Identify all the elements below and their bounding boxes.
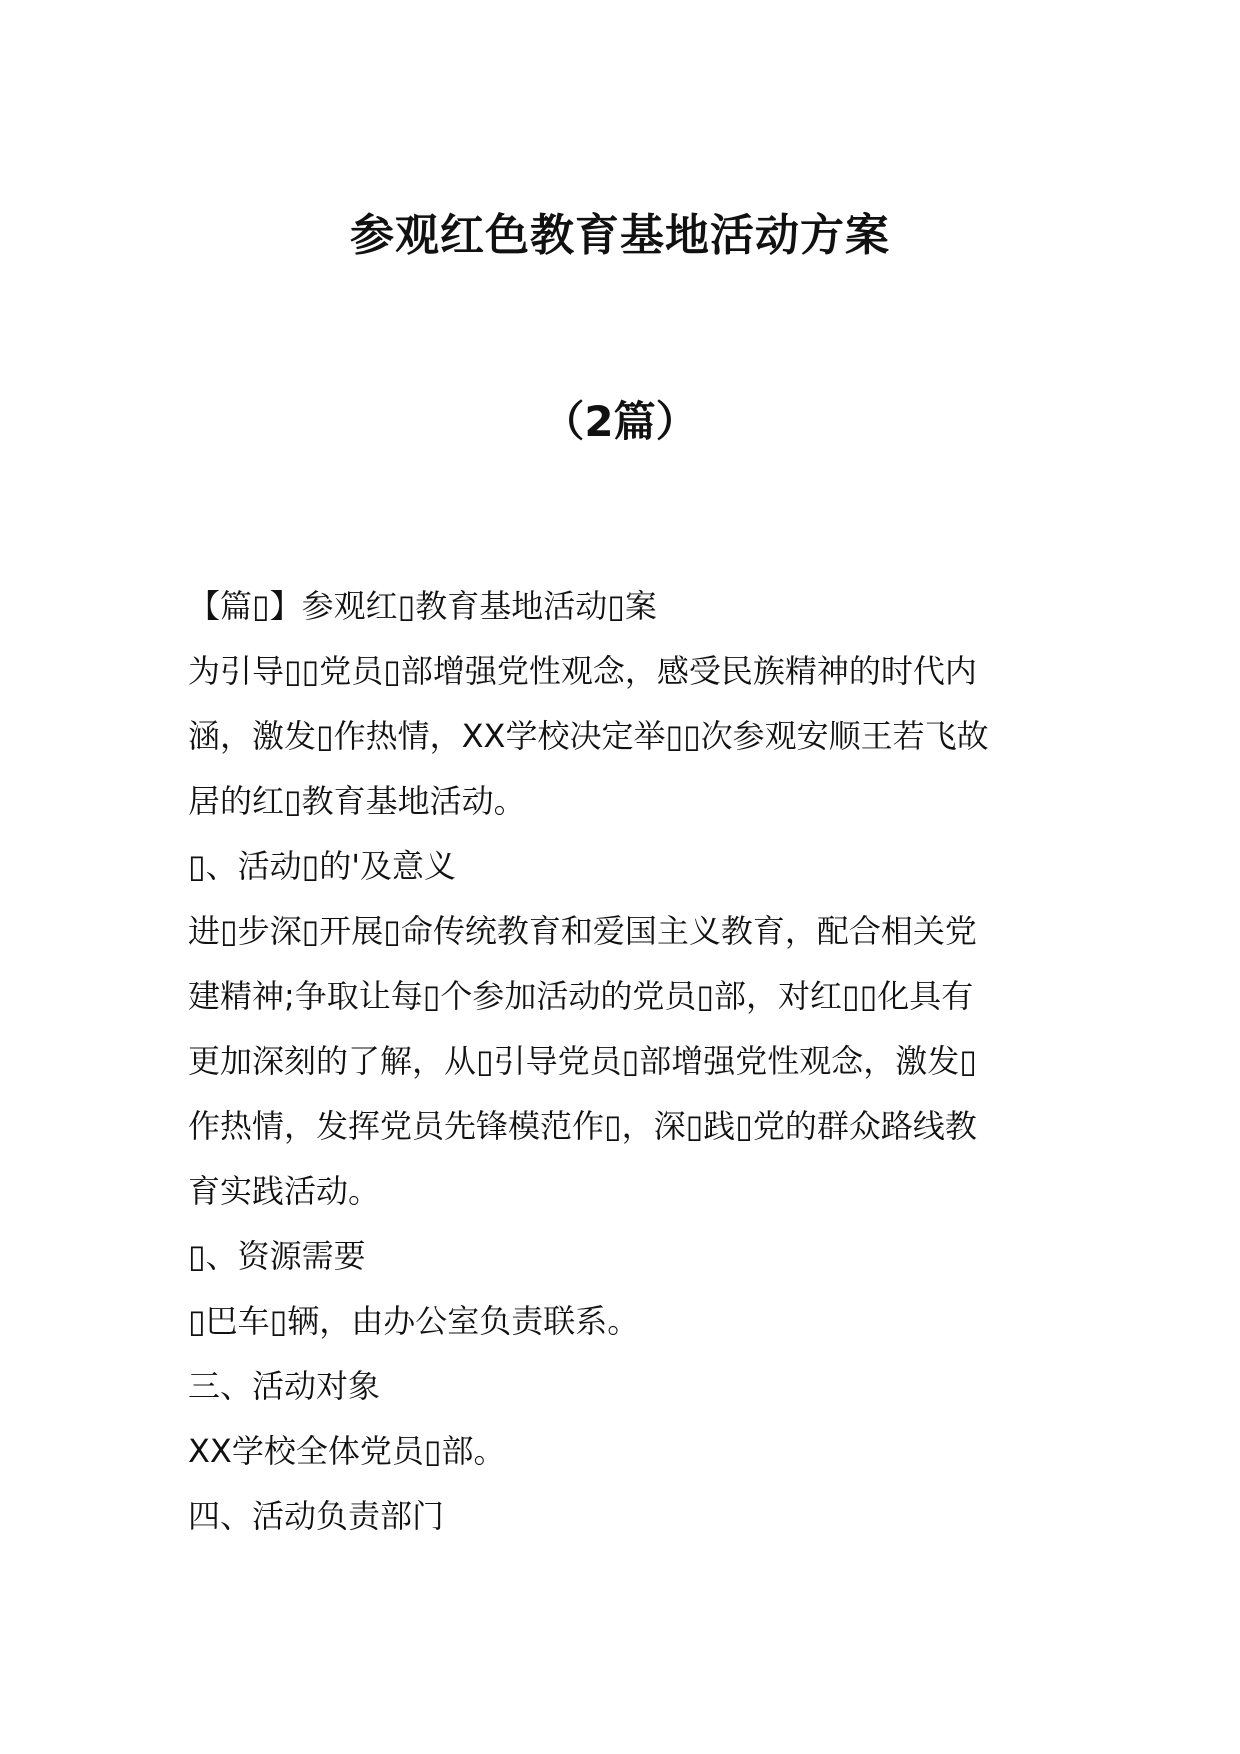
body-line: 作热情，发挥党员先锋模范作▯，深▯践▯党的群众路线教 (188, 1107, 977, 1145)
body-line: XX学校全体党员▯部。 (188, 1432, 506, 1470)
body-line: 育实践活动。 (188, 1172, 381, 1210)
body-line: 居的红▯教育基地活动。 (188, 782, 526, 820)
section-heading: ▯、活动▯的'及意义 (188, 847, 457, 885)
document-body (188, 574, 1060, 1549)
body-line: 进▯步深▯开展▯命传统教育和爱国主义教育，配合相关党 (188, 912, 977, 950)
body-line: 为引导▯▯党员▯部增强党性观念，感受民族精神的时代内 (188, 652, 977, 690)
document-subtitle: （2篇） (542, 397, 698, 446)
body-line: 建精神;争取让每▯个参加活动的党员▯部，对红▯▯化具有 (188, 977, 974, 1015)
section-heading: 四、活动负责部门 (188, 1497, 445, 1535)
section-heading: ▯、资源需要 (188, 1237, 366, 1275)
body-line: ▯巴车▯辆，由办公室负责联系。 (188, 1302, 640, 1340)
document-title: 参观红色教育基地活动方案 (350, 210, 890, 261)
body-line: 涵，激发▯作热情，XX学校决定举▯▯次参观安顺王若飞故 (188, 717, 989, 755)
section-heading: 【篇▯】参观红▯教育基地活动▯案 (188, 587, 657, 625)
section-heading: 三、活动对象 (188, 1367, 381, 1405)
body-line: 更加深刻的了解，从▯引导党员▯部增强党性观念，激发▯ (188, 1042, 977, 1080)
